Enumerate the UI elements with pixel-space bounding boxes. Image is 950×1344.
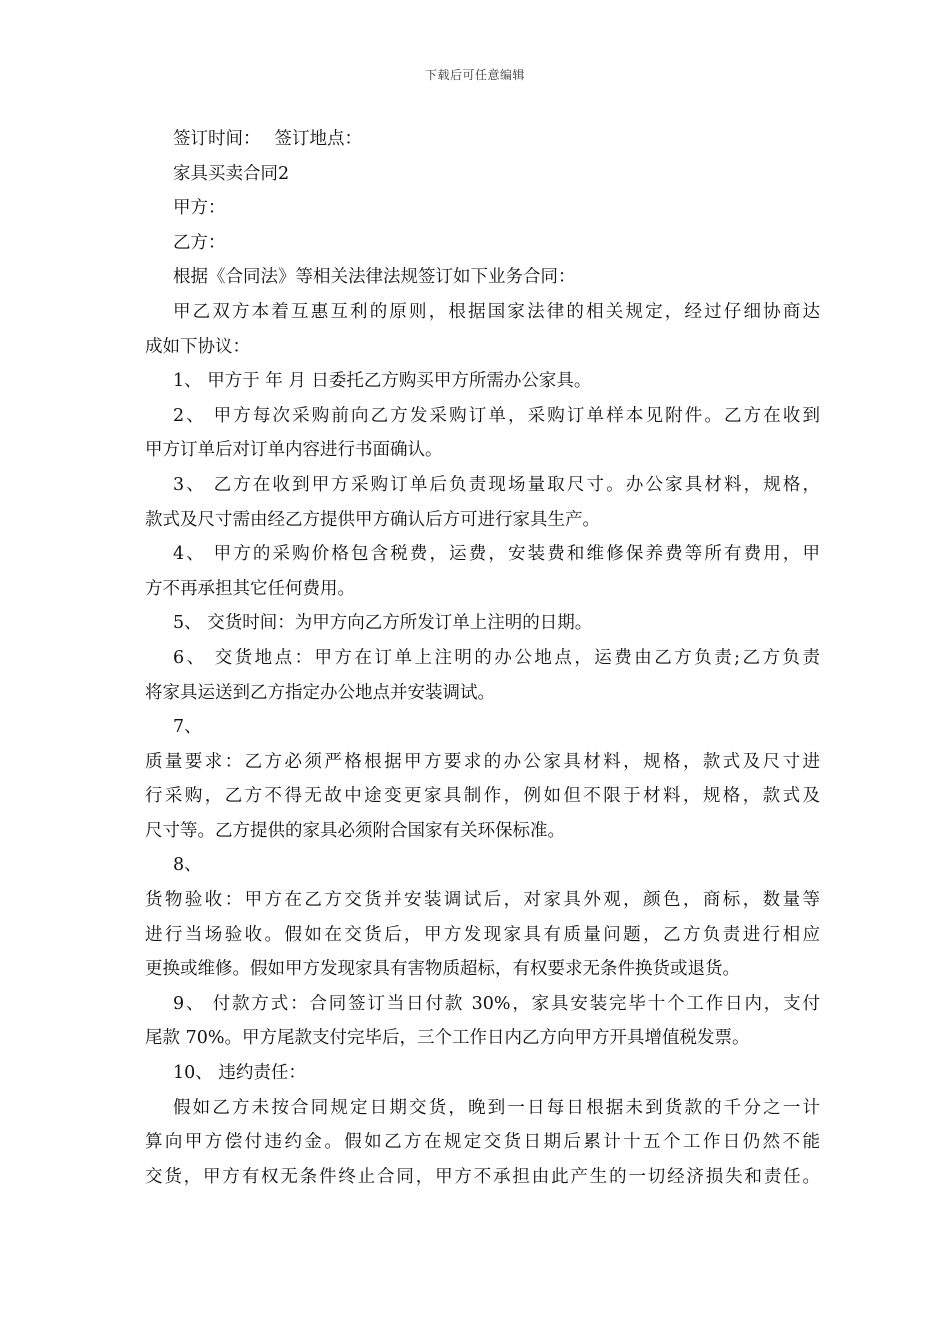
clause-8-line-1: 货物验收：甲方在乙方交货并安装调试后，对家具外观，颜色，商标，数量等 <box>145 890 820 911</box>
clause-8-line-3: 更换或维修。假如甲方发现家具有害物质超标，有权要求无条件换货或退货。 <box>145 959 740 980</box>
sign-place-label: 签订地点： <box>274 129 362 149</box>
clause-6-line-2: 将家具运送到乙方指定办公地点并安装调试。 <box>145 682 495 703</box>
sign-info-line <box>145 122 820 157</box>
preamble-line-1: 甲乙双方本着互惠互利的原则，根据国家法律的相关规定，经过仔细协商达 <box>173 301 820 322</box>
clause-8-number: 8、 <box>173 855 202 876</box>
clause-9-line-2: 尾款 70%。甲方尾款支付完毕后，三个工作日内乙方向甲方开具增值税发票。 <box>145 1028 750 1049</box>
clause-9-line-1: 9、 付款方式：合同签订当日付款 30%，家具安装完毕十个工作日内，支付 <box>173 993 820 1014</box>
clause-3-line-2: 款式及尺寸需由经乙方提供甲方确认后方可进行家具生产。 <box>145 509 600 530</box>
preamble-line-2: 成如下协议： <box>145 336 250 357</box>
clause-10-para-line-3: 交货，甲方有权无条件终止合同，甲方不承担由此产生的一切经济损失和责任。 <box>145 1166 820 1187</box>
clause-4-line-2: 方不再承担其它任何费用。 <box>145 578 355 599</box>
clause-10-para-line-2: 算向甲方偿付违约金。假如乙方在规定交货日期后累计十五个工作日仍然不能 <box>145 1132 820 1153</box>
clause-7-number: 7、 <box>173 717 202 738</box>
sign-time-label: 签订时间： <box>173 129 261 149</box>
basis-line: 根据《合同法》等相关法律法规签订如下业务合同： <box>173 267 576 288</box>
party-a: 甲方： <box>173 198 226 219</box>
clause-1: 1、 甲方于 年 月 日委托乙方购买甲方所需办公家具。 <box>173 371 592 392</box>
party-b: 乙方： <box>173 232 226 253</box>
clause-3-line-1: 3、 乙方在收到甲方采购订单后负责现场量取尺寸。办公家具材料，规格， <box>173 474 820 495</box>
clause-2-line-2: 甲方订单后对订单内容进行书面确认。 <box>145 440 443 461</box>
clause-7-line-3: 尺寸等。乙方提供的家具必须附合国家有关环保标准。 <box>145 820 565 841</box>
clause-6-line-1: 6、 交货地点：甲方在订单上注明的办公地点，运费由乙方负责;乙方负责 <box>173 647 820 668</box>
clause-2-line-1: 2、 甲方每次采购前向乙方发采购订单，采购订单样本见附件。乙方在收到 <box>173 405 820 426</box>
doc-title: 家具买卖合同2 <box>173 163 290 184</box>
contract-body <box>145 122 820 1194</box>
clause-10: 10、 违约责任： <box>173 1063 306 1084</box>
header-note: 下载后可任意编辑 <box>424 68 525 82</box>
clause-7-line-1: 质量要求：乙方必须严格根据甲方要求的办公家具材料，规格，款式及尺寸进 <box>145 751 820 772</box>
clause-7-line-2: 行采购，乙方不得无故中途变更家具制作，例如但不限于材料，规格，款式及 <box>145 786 820 807</box>
clause-8-line-2: 进行当场验收。假如在交货后，甲方发现家具有质量问题，乙方负责进行相应 <box>145 924 820 945</box>
clause-10-para-line-1: 假如乙方未按合同规定日期交货，晚到一日每日根据未到货款的千分之一计 <box>173 1097 820 1118</box>
clause-5: 5、 交货时间：为甲方向乙方所发订单上注明的日期。 <box>173 613 593 634</box>
clause-4-line-1: 4、 甲方的采购价格包含税费，运费，安装费和维修保养费等所有费用，甲 <box>173 544 820 565</box>
